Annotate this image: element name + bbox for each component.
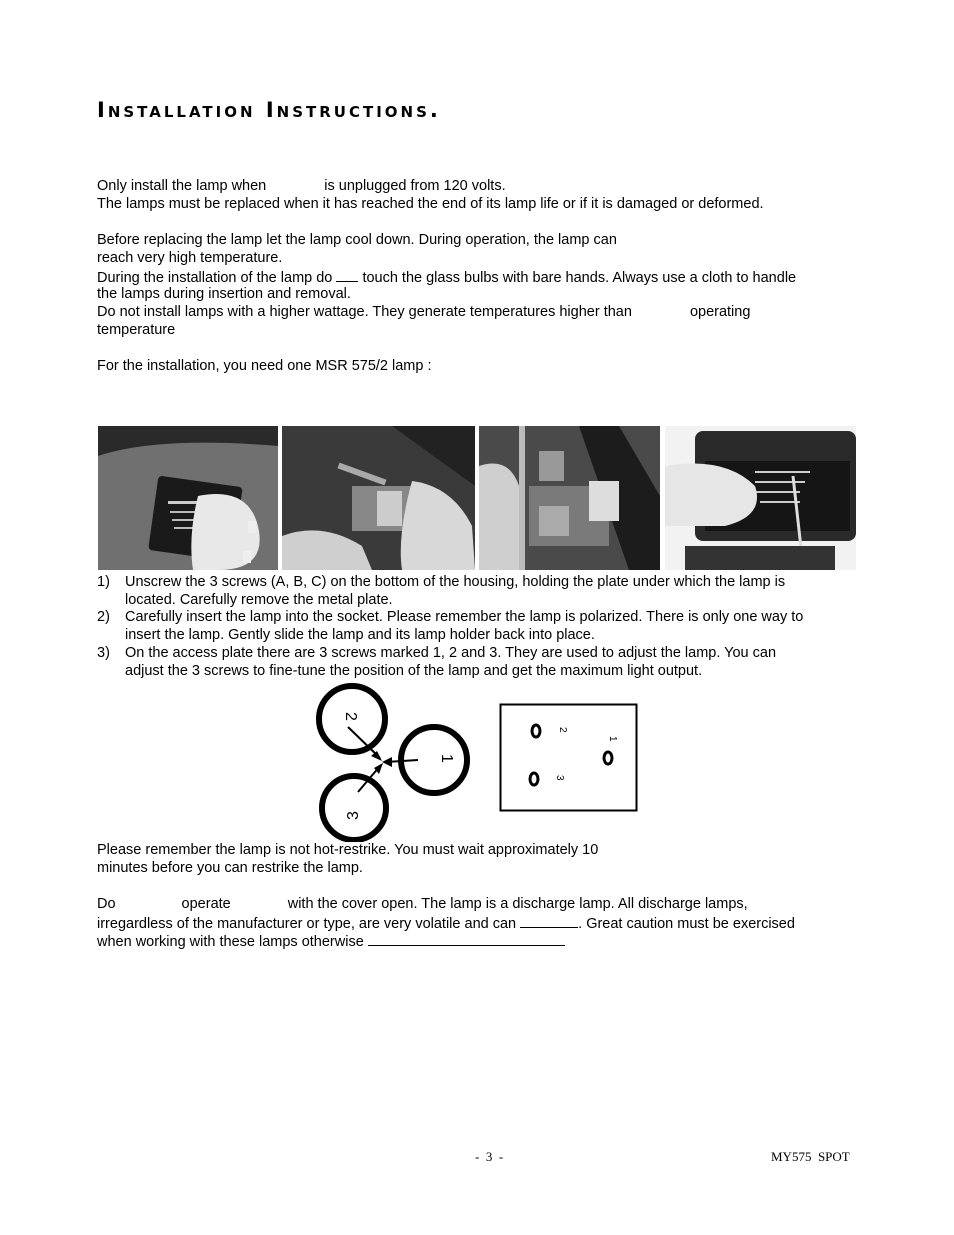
plate-label-2: 2	[557, 727, 568, 733]
intro-line-5: During the installation of the lamp do touch the glass bulbs with bare hands. Always use a cloth to handle	[97, 267, 796, 287]
intro-line-2: The lamps must be replaced when it has reached the end of its lamp life or if it is damaged or deformed.	[97, 196, 764, 212]
intro-line-6: the lamps during insertion and removal.	[97, 286, 351, 302]
photo-adjust-screws	[665, 426, 856, 570]
plate-label-3: 3	[554, 775, 565, 781]
warning-line-5: when working with these lamps otherwise	[97, 931, 565, 951]
warning-line-3: Do operate with the cover open. The lamp is a discharge lamp. All discharge lamps,	[97, 896, 748, 912]
photo-lamp-holder	[479, 426, 660, 570]
warning-line-2: minutes before you can restrike the lamp.	[97, 860, 363, 876]
intro-line-4: reach very high temperature.	[97, 250, 283, 266]
warning-line-1: Please remember the lamp is not hot-restrike. You must wait approximately 10	[97, 842, 599, 858]
warning-line-4: irregardless of the manufacturer or type, are very volatile and can . Great caution must be exercised	[97, 913, 795, 933]
circle-label-1: 1	[438, 754, 455, 763]
access-plate-diagram	[499, 703, 639, 813]
model-name: MY575 SPOT	[771, 1149, 850, 1164]
screw-adjust-diagram	[308, 682, 478, 842]
circle-label-2: 2	[342, 712, 359, 721]
page-number: - 3 -	[475, 1149, 504, 1164]
intro-line-9: For the installation, you need one MSR 575/2 lamp :	[97, 358, 432, 374]
photo-insert-lamp	[282, 426, 475, 570]
plate-label-1: 1	[607, 736, 618, 742]
intro-line-3: Before replacing the lamp let the lamp cool down. During operation, the lamp can	[97, 232, 617, 248]
photo-unscrew-plate	[98, 426, 278, 570]
circle-label-3: 3	[345, 811, 362, 820]
intro-line-1: Only install the lamp when is unplugged from 120 volts.	[97, 178, 506, 194]
intro-line-8: temperature	[97, 322, 176, 338]
page-title: Installation Instructions.	[97, 98, 441, 122]
intro-line-7: Do not install lamps with a higher wattage. They generate temperatures higher than operating	[97, 304, 751, 320]
